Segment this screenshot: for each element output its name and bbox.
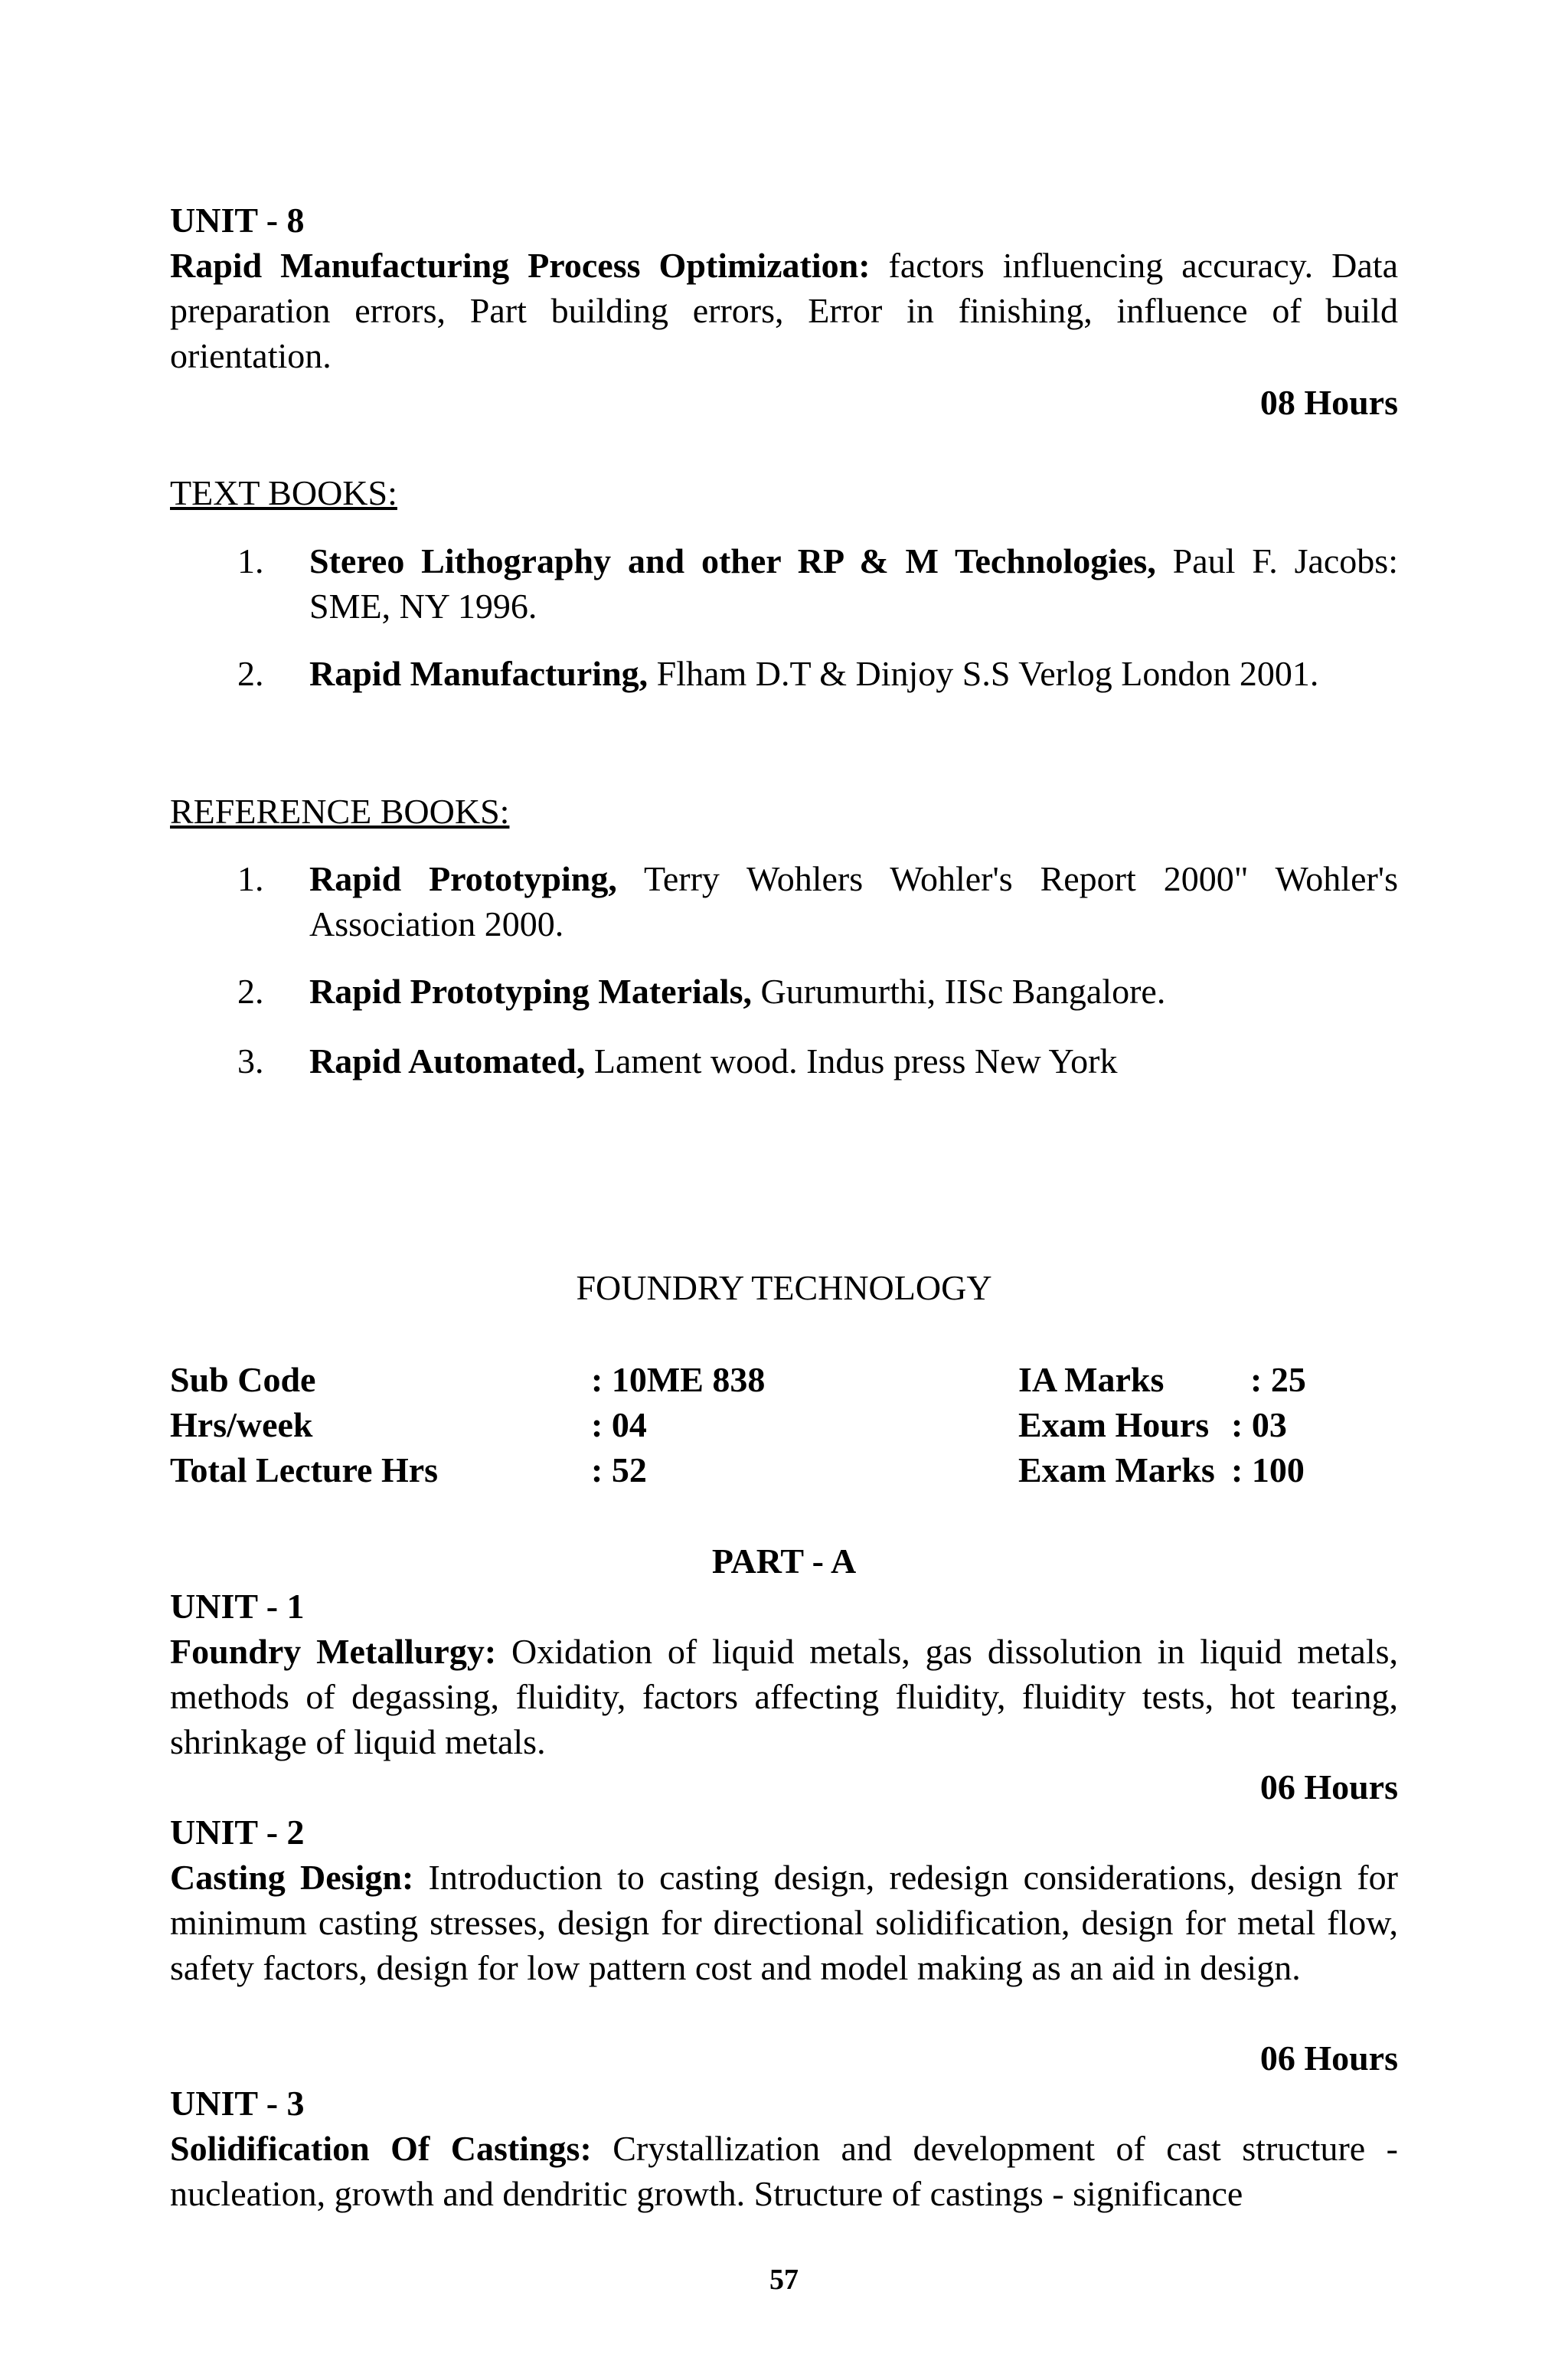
- book-details: Flham D.T & Dinjoy S.S Verlog London 2001.: [648, 654, 1319, 693]
- book-title: Rapid Prototyping Materials,: [309, 972, 752, 1011]
- unit-2-body: Introduction to casting design, redesign considerations, design for minimum casting stresses, design for directional solidification, design for metal flow, safety factors, design for low pattern cost and model making as an aid in design.: [170, 1858, 1398, 1987]
- meta-label: Total Lecture Hrs: [170, 1450, 439, 1489]
- meta-value: : 10ME 838: [591, 1360, 766, 1399]
- reference-books-heading: REFERENCE BOOKS:: [170, 792, 510, 831]
- course-title: FOUNDRY TECHNOLOGY: [576, 1268, 992, 1307]
- book-details: Lament wood. Indus press New York: [585, 1041, 1118, 1081]
- unit-8-paragraph: [170, 243, 1398, 378]
- meta-value: : 100: [1231, 1450, 1305, 1489]
- unit-3-paragraph: [170, 2126, 1398, 2216]
- unit-1-hours: 06 Hours: [1259, 1767, 1398, 1806]
- item-number: 1.: [237, 541, 264, 580]
- meta-label: Exam Marks: [1018, 1450, 1215, 1489]
- text-books-heading: TEXT BOOKS:: [170, 473, 397, 512]
- course-meta-row: [170, 1402, 1398, 1447]
- unit-2-heading: UNIT - 2: [170, 1813, 305, 1852]
- unit-2-hours: 06 Hours: [1259, 2038, 1398, 2078]
- unit-3-body: Crystallization and development of cast structure - nucleation, growth and dendritic growth. Structure of castings - significance: [170, 2129, 1399, 2213]
- unit-8-title: Rapid Manufacturing Process Optimization:: [170, 246, 871, 285]
- unit-8-body: factors influencing accuracy. Data preparation errors, Part building errors, Error in finishing, influence of build orientation.: [170, 246, 1398, 375]
- part-a-heading: PART - A: [711, 1542, 857, 1581]
- unit-3-heading: UNIT - 3: [170, 2084, 305, 2123]
- meta-value: : 25: [1250, 1360, 1306, 1399]
- meta-value: : 04: [591, 1405, 647, 1444]
- book-title: Rapid Automated,: [309, 1041, 586, 1081]
- book-details: Terry Wohlers Wohler's Report 2000" Wohler's Association 2000.: [309, 859, 1398, 943]
- item-number: 3.: [237, 1041, 264, 1081]
- meta-label: IA Marks: [1018, 1360, 1165, 1399]
- unit-2-paragraph: [170, 1855, 1398, 1990]
- document-page: [170, 0, 1398, 2354]
- item-number: 2.: [237, 654, 264, 693]
- meta-label: Hrs/week: [170, 1405, 313, 1444]
- meta-label: Sub Code: [170, 1360, 316, 1399]
- meta-label: Exam Hours: [1018, 1405, 1210, 1444]
- unit-1-body: Oxidation of liquid metals, gas dissolution in liquid metals, methods of degassing, fluidity, factors affecting fluidity, fluidity tests, hot tearing, shrinkage of liquid metals.: [170, 1632, 1399, 1761]
- book-title: Stereo Lithography and other RP & M Technologies,: [309, 541, 1156, 580]
- unit-1-heading: UNIT - 1: [170, 1587, 305, 1626]
- page-number: 57: [769, 2264, 799, 2296]
- course-meta-row: [170, 1447, 1398, 1493]
- unit-2-title: Casting Design:: [170, 1858, 414, 1897]
- book-title: Rapid Prototyping,: [309, 859, 617, 898]
- book-details: Gurumurthi, IISc Bangalore.: [751, 972, 1166, 1011]
- meta-value: : 52: [591, 1450, 647, 1489]
- unit-3-title: Solidification Of Castings:: [170, 2129, 592, 2168]
- meta-value: : 03: [1231, 1405, 1287, 1444]
- unit-1-paragraph: [170, 1629, 1398, 1764]
- item-number: 1.: [237, 859, 264, 898]
- book-details: Paul F. Jacobs: SME, NY 1996.: [309, 541, 1398, 626]
- unit-8-hours: 08 Hours: [1259, 383, 1398, 422]
- unit-8-heading: UNIT - 8: [170, 201, 305, 240]
- book-title: Rapid Manufacturing,: [309, 654, 648, 693]
- course-meta-row: [170, 1357, 1398, 1402]
- unit-1-title: Foundry Metallurgy:: [170, 1632, 497, 1671]
- item-number: 2.: [237, 972, 264, 1011]
